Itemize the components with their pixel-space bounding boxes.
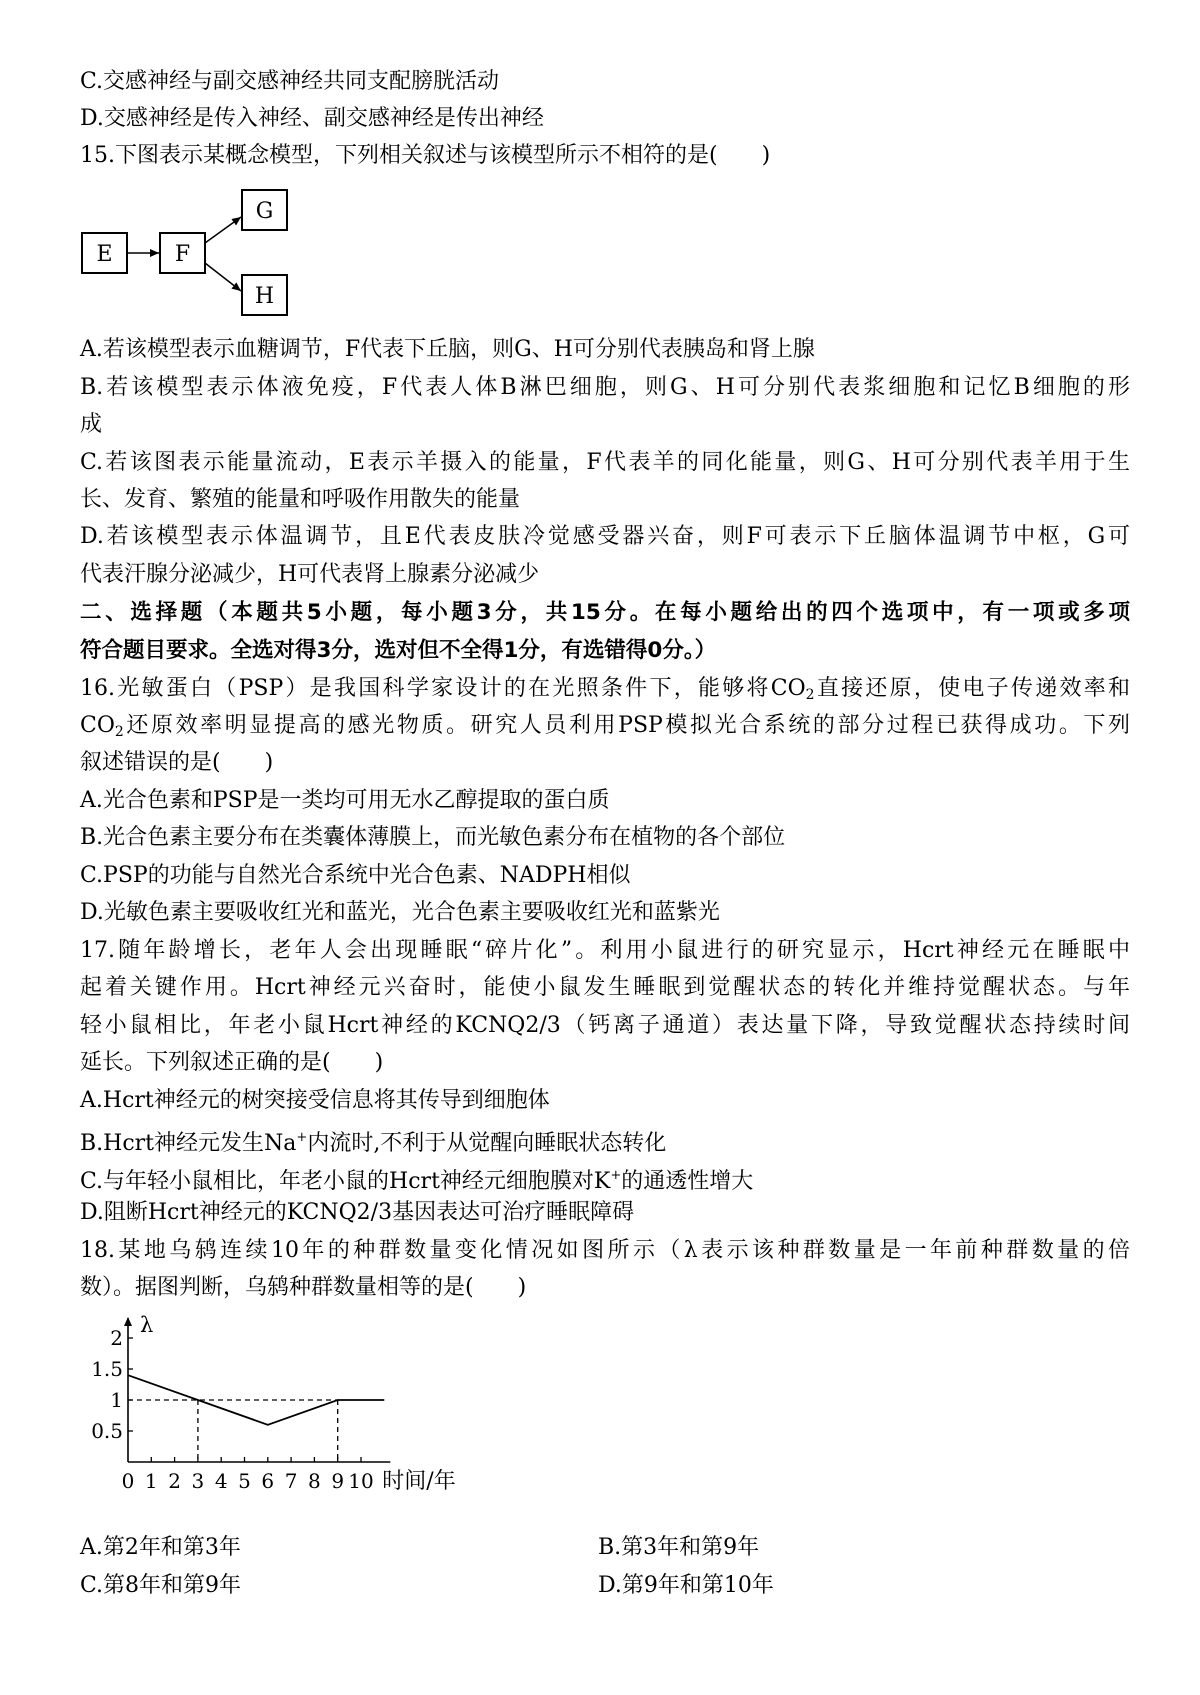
q18-option-b: B.第3年和第9年: [598, 1535, 760, 1560]
q18-stem-line1: 18.某地乌鸫连续10年的种群数量变化情况如图所示（λ表示该种群数量是一年前种群数量的倍: [80, 1238, 1130, 1263]
x-tick-label: 8: [308, 1469, 321, 1493]
x-tick-label: 7: [284, 1469, 298, 1493]
q16-stem-line1-part2: 直接还原，使电子传递效率和: [814, 676, 1130, 701]
q16-stem-line2-part1: CO: [80, 713, 115, 738]
q17-stem-line3: 轻小鼠相比，年老小鼠Hcrt神经的KCNQ2/3（钙离子通道）表达量下降，导致觉醒状态持续时间: [80, 1013, 1130, 1038]
q17-option-c: [80, 1161, 1130, 1197]
x-tick-label: 4: [214, 1469, 228, 1493]
q15-option-d-line2: 代表汗腺分泌减少，H可代表肾上腺素分泌减少: [80, 562, 540, 587]
y-tick-label: 1.5: [91, 1357, 123, 1381]
y-tick-label: 2: [110, 1326, 123, 1350]
q16-stem-line1: [80, 674, 1130, 710]
k-charge-superscript: +: [610, 1168, 622, 1183]
node-h-label: H: [254, 284, 275, 309]
x-tick-label: 0: [121, 1469, 135, 1493]
node-e-label: E: [96, 242, 113, 267]
q16-option-a: A.光合色素和PSP是一类均可用无水乙醇提取的蛋白质: [80, 788, 610, 813]
x-tick-label: 9: [331, 1469, 345, 1493]
q17-stem-line2: 起着关键作用。Hcrt神经元兴奋时，能使小鼠发生睡眠到觉醒状态的转化并维持觉醒状态。与年: [80, 975, 1130, 1000]
q17-stem-line4: 延长。下列叙述正确的是( ): [80, 1050, 384, 1075]
q14-option-d: D.交感神经是传入神经、副交感神经是传出神经: [80, 106, 544, 131]
x-tick-label: 3: [191, 1469, 205, 1493]
q15-option-b-line1: B.若该模型表示体液免疫，F代表人体B淋巴细胞，则G、H可分别代表浆细胞和记忆B细胞的形: [80, 375, 1130, 400]
q17-option-b-part2: 内流时,不利于从觉醒向睡眠状态转化: [307, 1131, 667, 1156]
q18-option-c: C.第8年和第9年: [80, 1573, 242, 1598]
q16-stem-line3: 叙述错误的是( ): [80, 750, 274, 775]
x-tick-label: 1: [144, 1469, 158, 1493]
q17-option-d: D.阻断Hcrt神经元的KCNQ2/3基因表达可治疗睡眠障碍: [80, 1200, 635, 1225]
q15-stem: 15.下图表示某概念模型，下列相关叙述与该模型所示不相符的是( ): [80, 143, 771, 168]
q18-option-d: D.第9年和第10年: [598, 1573, 774, 1598]
q16-option-c: C.PSP的功能与自然光合系统中光合色素、NADPH相似: [80, 863, 631, 888]
q17-option-b-part1: B.Hcrt神经元发生Na: [80, 1131, 297, 1156]
q16-option-d: D.光敏色素主要吸收红光和蓝光，光合色素主要吸收红光和蓝紫光: [80, 900, 720, 925]
q15-option-d-line1: D.若该模型表示体温调节，且E代表皮肤冷觉感受器兴奋，则F可表示下丘脑体温调节中枢，G可: [80, 524, 1130, 549]
q17-stem-line1: 17.随年龄增长，老年人会出现睡眠“碎片化”。利用小鼠进行的研究显示，Hcrt神经元在睡眠中: [80, 938, 1130, 963]
x-tick-label: 10: [348, 1469, 374, 1493]
q16-stem-line2: [80, 711, 1130, 747]
x-axis-label: 时间/年: [382, 1469, 456, 1494]
na-charge-superscript: +: [296, 1130, 308, 1145]
q14-option-c: C.交感神经与副交感神经共同支配膀胱活动: [80, 69, 500, 94]
arrow-f-to-h: [205, 263, 241, 291]
section-2-heading-line1: 二、选择题（本题共5小题，每小题3分，共15分。在每小题给出的四个选项中，有一项或多项: [80, 600, 1130, 625]
q16-stem-line2-part2: 还原效率明显提高的感光物质。研究人员利用PSP模拟光合系统的部分过程已获得成功。下列: [123, 713, 1130, 738]
q16-option-b: B.光合色素主要分布在类囊体薄膜上，而光敏色素分布在植物的各个部位: [80, 825, 786, 850]
lambda-line-chart: [70, 1310, 540, 1510]
q17-option-b: [80, 1123, 1130, 1159]
concept-model-diagram: [70, 185, 310, 320]
q18-option-a: A.第2年和第3年: [80, 1535, 241, 1560]
node-g-label: G: [255, 199, 274, 224]
x-tick-label: 6: [261, 1469, 275, 1493]
y-tick-label: 1: [110, 1388, 123, 1412]
q17-option-a: A.Hcrt神经元的树突接受信息将其传导到细胞体: [80, 1088, 550, 1113]
y-axis-label: λ: [140, 1313, 154, 1337]
q17-option-c-part1: C.与年轻小鼠相比，年老小鼠的Hcrt神经元细胞膜对K: [80, 1169, 611, 1194]
q15-option-c-line2: 长、发育、繁殖的能量和呼吸作用散失的能量: [80, 487, 521, 512]
q18-stem-line2: 数）。据图判断，乌鸫种群数量相等的是( ): [80, 1275, 527, 1300]
arrow-f-to-g: [205, 217, 241, 243]
x-tick-label: 2: [168, 1469, 181, 1493]
node-f-label: F: [174, 242, 191, 267]
x-tick-label: 5: [238, 1469, 251, 1493]
co2-subscript: 2: [114, 724, 124, 740]
q15-option-a: A.若该模型表示血糖调节，F代表下丘脑，则G、H可分别代表胰岛和肾上腺: [80, 337, 815, 362]
q15-option-b-line2: 成: [80, 412, 103, 437]
q16-stem-line1-part1: 16.光敏蛋白（PSP）是我国科学家设计的在光照条件下，能够将CO: [80, 676, 806, 701]
section-2-heading-line2: 符合题目要求。全选对得3分，选对但不全得1分，有选错得0分。）: [80, 638, 717, 663]
q15-option-c-line1: C.若该图表示能量流动，E表示羊摄入的能量，F代表羊的同化能量，则G、H可分别代表羊用于生: [80, 450, 1130, 475]
q17-option-c-part2: 的通透性增大: [621, 1169, 754, 1194]
co2-subscript: 2: [805, 687, 815, 703]
y-tick-label: 0.5: [91, 1419, 123, 1443]
